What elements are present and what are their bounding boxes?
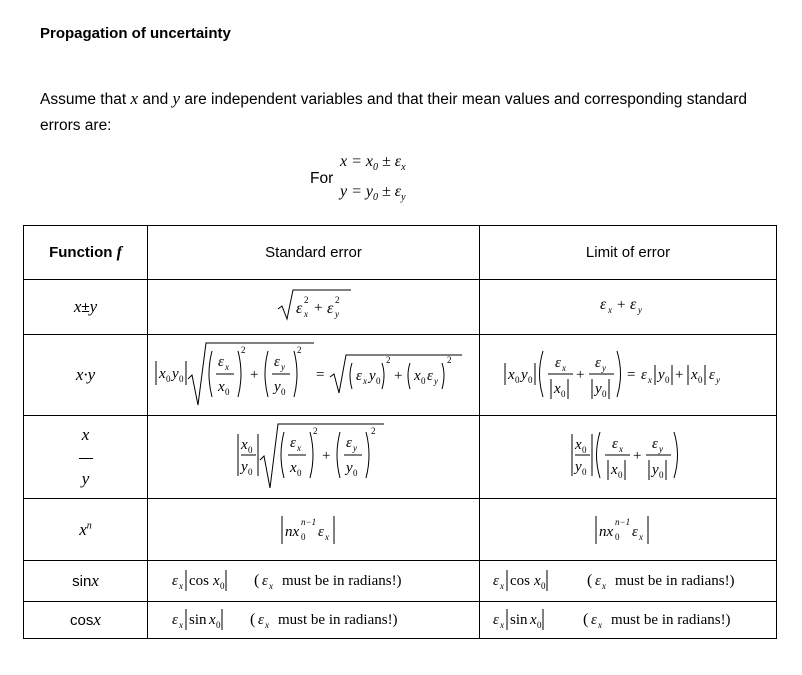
svg-text:ε: ε <box>345 435 352 451</box>
svg-text:0: 0 <box>420 376 425 386</box>
svg-text:2: 2 <box>312 426 317 436</box>
function-power: $x^n$ <box>24 499 148 561</box>
intro-paragraph <box>40 86 780 139</box>
svg-text:must be in radians!): must be in radians!) <box>615 573 735 589</box>
svg-text:2: 2 <box>385 355 390 365</box>
svg-text:0: 0 <box>165 374 170 384</box>
svg-text:y: y <box>352 443 357 453</box>
svg-text:ε: ε <box>652 436 658 452</box>
page-title: Propagation of uncertainty <box>40 25 231 42</box>
svg-text:x: x <box>602 581 606 591</box>
se-sum-formula <box>274 285 354 325</box>
svg-text:ε: ε <box>355 368 362 384</box>
le-power-formula <box>593 508 663 548</box>
se-sum <box>148 280 480 335</box>
svg-text:0: 0 <box>247 467 252 477</box>
svg-text:0: 0 <box>375 376 380 386</box>
svg-text:n−1: n−1 <box>300 516 316 527</box>
svg-text:x: x <box>413 368 421 384</box>
svg-text:0: 0 <box>665 375 670 385</box>
function-cos: cosx <box>24 602 148 639</box>
function-quotient: x y <box>24 416 148 499</box>
svg-text:must be in radians!): must be in radians!) <box>281 573 402 589</box>
function-sin: sinx <box>24 561 148 602</box>
svg-text:y: y <box>602 363 606 373</box>
svg-text:ε: ε <box>317 523 324 540</box>
definition-equation-x: $x = x_0 \pm \varepsilon_x$ <box>340 153 406 174</box>
svg-text:x: x <box>362 376 367 386</box>
svg-text:ε: ε <box>591 612 597 628</box>
se-product <box>148 335 480 416</box>
svg-text:n−1: n−1 <box>615 516 631 527</box>
le-quotient <box>480 416 777 499</box>
svg-text:ε: ε <box>217 354 224 370</box>
intro-var-x: x <box>130 89 139 108</box>
svg-text:x: x <box>324 531 329 542</box>
svg-text:ε: ε <box>257 612 264 628</box>
svg-text:ε: ε <box>493 573 499 589</box>
definition-equation-y: $y = y_0 \pm \varepsilon_y$ <box>340 183 406 204</box>
svg-text:x: x <box>508 367 515 383</box>
svg-text:+: + <box>633 448 642 464</box>
svg-text:ε: ε <box>630 296 637 313</box>
svg-text:ε: ε <box>273 354 280 370</box>
se-power-formula <box>279 508 349 548</box>
svg-text:0: 0 <box>541 581 546 591</box>
svg-text:x: x <box>530 612 537 628</box>
se-power <box>148 499 480 561</box>
svg-text:2: 2 <box>240 345 245 355</box>
svg-text:+: + <box>393 368 402 384</box>
le-power <box>480 499 777 561</box>
svg-text:+: + <box>617 297 626 313</box>
svg-text:sin: sin <box>188 612 207 628</box>
svg-text:0: 0 <box>247 445 252 455</box>
svg-text:+: + <box>576 367 585 383</box>
le-sin <box>480 561 777 602</box>
svg-text:x: x <box>208 612 216 628</box>
svg-text:2: 2 <box>303 295 308 305</box>
svg-text:x: x <box>264 620 269 630</box>
svg-text:(: ( <box>583 611 589 628</box>
svg-text:y: y <box>280 362 285 372</box>
svg-text:0: 0 <box>215 620 220 630</box>
table-row <box>24 335 777 416</box>
svg-text:y: y <box>171 366 179 382</box>
svg-text:ε: ε <box>612 436 618 452</box>
svg-text:x: x <box>611 462 618 478</box>
svg-text:y: y <box>345 460 353 476</box>
for-label: For <box>310 170 334 187</box>
table-row <box>24 280 777 335</box>
se-cos <box>148 602 480 639</box>
svg-text:ε: ε <box>493 612 499 628</box>
svg-text:+: + <box>249 367 258 383</box>
uncertainty-table <box>23 225 777 639</box>
svg-text:x: x <box>303 309 308 319</box>
svg-text:y: y <box>433 376 438 386</box>
se-sin-formula <box>154 564 474 594</box>
svg-text:x: x <box>158 366 166 382</box>
intro-var-y: y <box>172 89 181 108</box>
se-quotient-formula <box>234 418 394 492</box>
svg-text:x: x <box>575 437 582 453</box>
se-cos-formula <box>154 603 474 633</box>
svg-text:2: 2 <box>446 355 451 365</box>
svg-text:0: 0 <box>224 387 229 397</box>
svg-text:x: x <box>554 381 561 397</box>
le-product <box>480 335 777 416</box>
svg-text:ε: ε <box>709 367 715 383</box>
le-sum-formula <box>598 290 658 320</box>
svg-text:y: y <box>575 459 582 475</box>
svg-text:y: y <box>273 379 281 395</box>
svg-text:x: x <box>296 443 301 453</box>
svg-text:ε: ε <box>426 368 433 384</box>
svg-text:y: y <box>716 375 720 385</box>
svg-text:0: 0 <box>602 389 607 399</box>
svg-text:ε: ε <box>171 573 178 589</box>
svg-text:+: + <box>321 448 330 464</box>
svg-text:ε: ε <box>595 573 601 589</box>
svg-text:x: x <box>240 437 248 453</box>
svg-text:0: 0 <box>582 445 587 455</box>
svg-text:x: x <box>500 620 504 630</box>
intro-text-2: and <box>138 91 173 108</box>
svg-text:sin: sin <box>510 612 528 628</box>
svg-text:x: x <box>212 573 220 589</box>
svg-text:nx: nx <box>599 523 614 540</box>
svg-text:x: x <box>289 460 297 476</box>
le-sin-formula <box>483 564 773 594</box>
svg-text:y: y <box>595 381 602 397</box>
svg-text:0: 0 <box>515 375 520 385</box>
svg-text:0: 0 <box>618 470 623 480</box>
svg-text:y: y <box>240 459 248 475</box>
svg-text:0: 0 <box>352 468 357 478</box>
le-cos <box>480 602 777 639</box>
svg-text:must be in radians!): must be in radians!) <box>611 612 731 628</box>
svg-text:0: 0 <box>561 389 566 399</box>
svg-text:x: x <box>639 531 643 542</box>
svg-text:x: x <box>534 573 541 589</box>
svg-text:=: = <box>627 367 636 383</box>
svg-text:0: 0 <box>615 531 620 542</box>
svg-text:2: 2 <box>296 345 301 355</box>
table-row <box>24 561 777 602</box>
svg-text:x: x <box>608 305 612 315</box>
intro-text-3: are independent variables and that their mean values and corresponding standard errors are: <box>40 91 748 134</box>
svg-text:ε: ε <box>555 355 561 371</box>
header-standard-error: Standard error <box>148 226 480 280</box>
se-quotient <box>148 416 480 499</box>
svg-text:x: x <box>217 379 225 395</box>
svg-text:ε: ε <box>326 300 333 317</box>
svg-text:=: = <box>315 367 324 383</box>
svg-text:x: x <box>598 620 602 630</box>
svg-text:2: 2 <box>370 426 375 436</box>
svg-text:y: y <box>334 309 339 319</box>
svg-text:y: y <box>638 305 642 315</box>
svg-text:0: 0 <box>528 375 533 385</box>
svg-text:+: + <box>675 367 684 383</box>
svg-text:0: 0 <box>178 374 183 384</box>
svg-text:ε: ε <box>632 523 638 540</box>
se-product-formula <box>154 337 474 409</box>
svg-text:0: 0 <box>280 387 285 397</box>
svg-text:x: x <box>178 581 183 591</box>
table-row <box>24 499 777 561</box>
function-product: x·y <box>24 335 148 416</box>
le-sum <box>480 280 777 335</box>
svg-text:0: 0 <box>296 468 301 478</box>
svg-text:(: ( <box>587 572 593 589</box>
svg-text:x: x <box>648 375 652 385</box>
svg-text:0: 0 <box>582 467 587 477</box>
svg-text:x: x <box>178 620 183 630</box>
function-sum: x±y <box>24 280 148 335</box>
svg-text:cos: cos <box>188 573 209 589</box>
svg-text:x: x <box>500 581 504 591</box>
svg-text:ε: ε <box>600 296 607 313</box>
table-row <box>24 416 777 499</box>
svg-text:0: 0 <box>300 531 305 542</box>
le-cos-formula <box>483 603 773 633</box>
svg-text:ε: ε <box>261 573 268 589</box>
svg-text:ε: ε <box>295 300 302 317</box>
table-row <box>24 602 777 639</box>
svg-text:0: 0 <box>659 470 664 480</box>
se-sin <box>148 561 480 602</box>
svg-text:y: y <box>658 367 665 383</box>
svg-text:0: 0 <box>219 581 224 591</box>
le-product-formula <box>503 337 753 409</box>
svg-text:ε: ε <box>289 435 296 451</box>
svg-text:y: y <box>521 367 528 383</box>
svg-text:(: ( <box>253 572 259 589</box>
le-quotient-formula <box>568 418 688 492</box>
svg-text:x: x <box>562 363 566 373</box>
svg-text:ε: ε <box>171 612 178 628</box>
intro-text-1: Assume that <box>40 91 131 108</box>
svg-text:y: y <box>659 444 663 454</box>
svg-text:y: y <box>652 462 659 478</box>
table-header-row <box>24 226 777 280</box>
header-function: Function f <box>24 226 148 280</box>
svg-text:x: x <box>268 581 273 591</box>
svg-text:0: 0 <box>698 375 703 385</box>
svg-text:cos: cos <box>510 573 530 589</box>
svg-text:0: 0 <box>537 620 542 630</box>
svg-text:x: x <box>691 367 698 383</box>
svg-text:2: 2 <box>334 295 339 305</box>
svg-text:must be in radians!): must be in radians!) <box>277 612 398 628</box>
svg-text:x: x <box>224 362 229 372</box>
svg-text:ε: ε <box>595 355 601 371</box>
svg-text:x: x <box>619 444 623 454</box>
svg-text:(: ( <box>249 611 255 628</box>
svg-text:y: y <box>368 368 376 384</box>
svg-text:ε: ε <box>641 367 647 383</box>
header-limit-of-error: Limit of error <box>480 226 777 280</box>
svg-text:+: + <box>313 300 322 316</box>
svg-text:nx: nx <box>284 523 299 540</box>
